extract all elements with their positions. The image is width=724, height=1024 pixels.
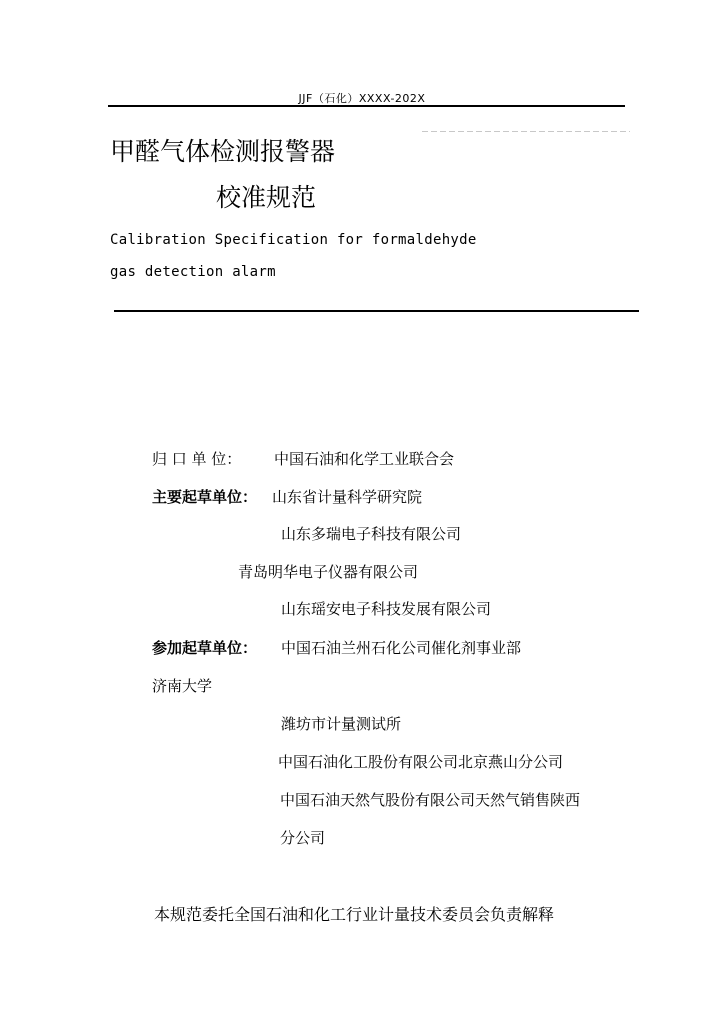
participating-drafting-unit: 济南大学: [152, 677, 213, 695]
participating-drafting-unit: 中国石油兰州石化公司催化剂事业部: [281, 639, 522, 657]
title-chinese-line2: 校准规范: [216, 183, 317, 212]
interpretation-note: 本规范委托全国石油和化工行业计量技术委员会负责解释: [154, 905, 555, 924]
title-english-line1: Calibration Specification for formaldehyde: [110, 232, 477, 248]
responsible-unit-label: 归 口 单 位：: [152, 450, 242, 468]
main-drafting-unit: 山东省计量科学研究院: [272, 488, 423, 506]
header-rule: [108, 105, 625, 107]
participating-drafting-label: 参加起草单位：: [152, 639, 258, 657]
main-drafting-label: 主要起草单位：: [152, 488, 258, 506]
main-drafting-unit: 山东瑶安电子科技发展有限公司: [281, 600, 492, 618]
participating-drafting-unit: 中国石油天然气股份有限公司天然气销售陕西: [280, 791, 581, 809]
participating-drafting-unit: 中国石油化工股份有限公司北京燕山分公司: [278, 753, 564, 771]
participating-drafting-unit: 潍坊市计量测试所: [281, 715, 402, 733]
faint-rule: [422, 131, 630, 132]
title-chinese-line1: 甲醛气体检测报警器: [110, 137, 336, 166]
title-english-line2: gas detection alarm: [110, 264, 276, 280]
participating-drafting-unit: 分公司: [280, 829, 326, 847]
title-rule: [114, 310, 639, 312]
main-drafting-unit: 山东多瑞电子科技有限公司: [281, 525, 462, 543]
responsible-unit-value: 中国石油和化学工业联合会: [274, 450, 455, 468]
main-drafting-unit: 青岛明华电子仪器有限公司: [238, 563, 419, 581]
document-code: JJF（石化）XXXX-202X: [298, 92, 426, 105]
